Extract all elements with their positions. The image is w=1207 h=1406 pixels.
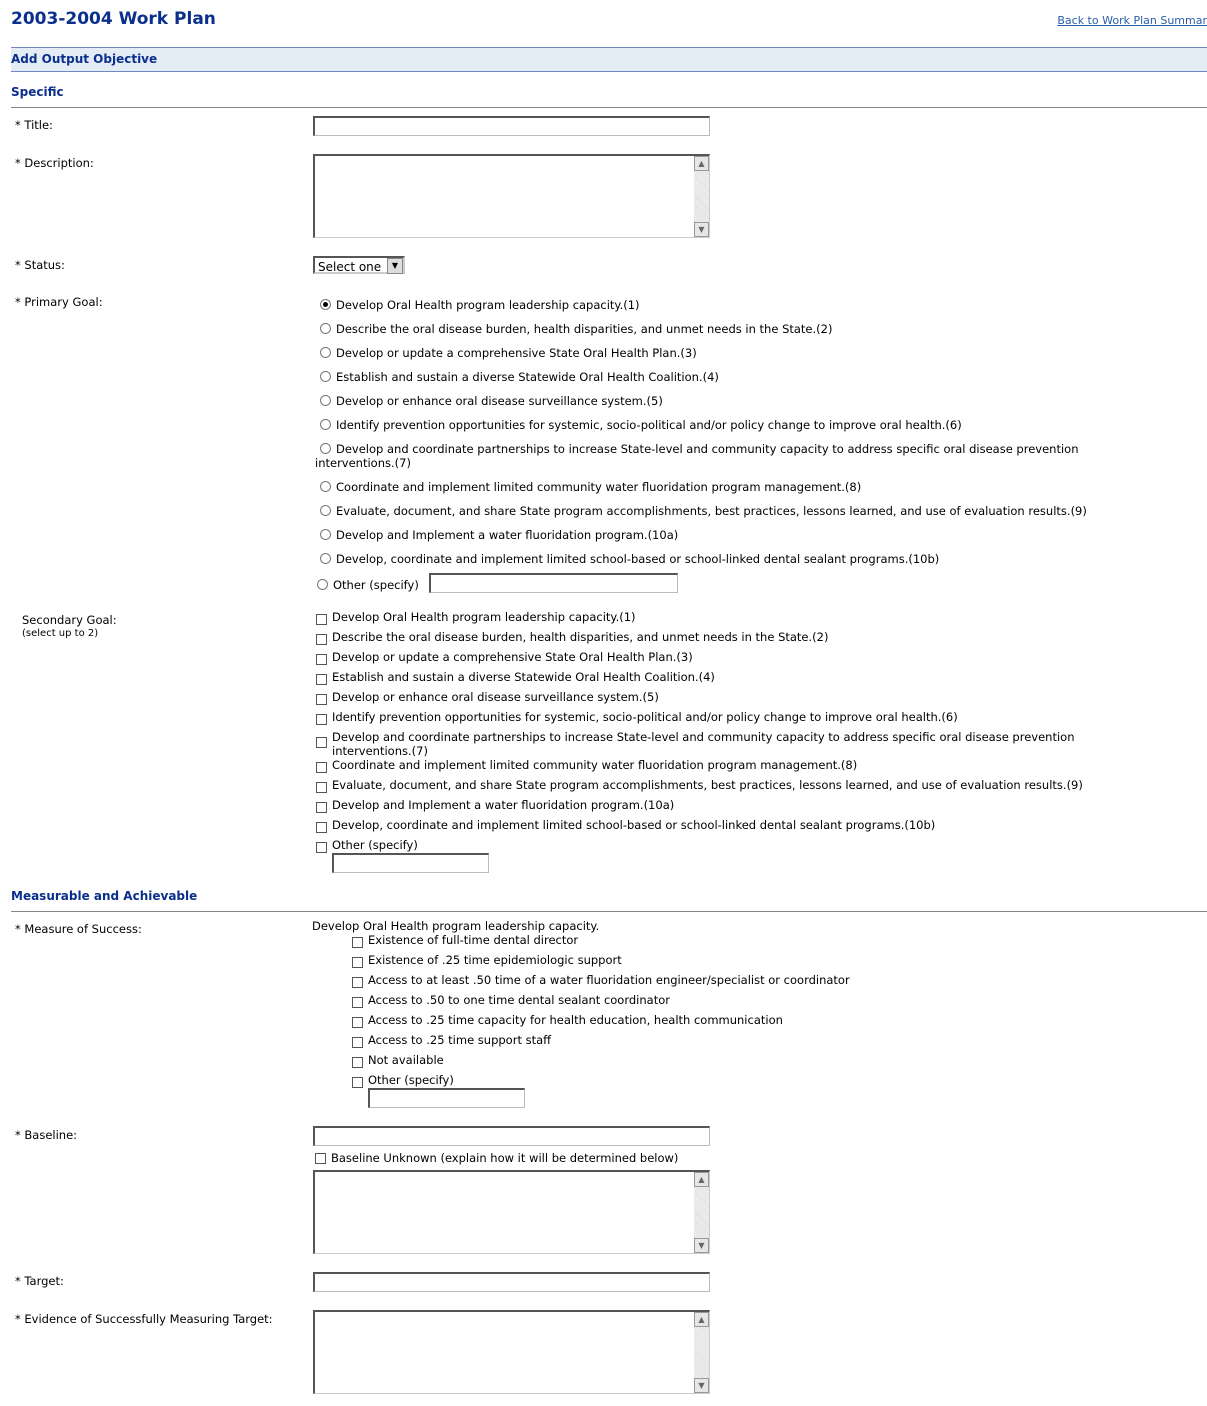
- checkbox[interactable]: [316, 737, 327, 748]
- checkbox[interactable]: [316, 614, 327, 625]
- measure-text: Access to .25 time support staff: [368, 1033, 552, 1047]
- primary-goal-other[interactable]: [317, 578, 419, 592]
- radio-button[interactable]: [320, 347, 331, 358]
- secondary-goal-text: Develop or update a comprehensive State Oral Health Plan.(3): [332, 650, 693, 664]
- chevron-down-icon[interactable]: ▼: [387, 258, 403, 274]
- primary-goal-option[interactable]: [320, 504, 1087, 518]
- secondary-goal-hint: (select up to 2): [22, 628, 99, 639]
- radio-button[interactable]: [320, 529, 331, 540]
- checkbox[interactable]: [352, 1077, 363, 1088]
- secondary-goal-option[interactable]: [316, 798, 674, 812]
- measure-option[interactable]: [352, 1013, 783, 1027]
- primary-goal-text: Develop Oral Health program leadership capacity.(1): [336, 298, 640, 312]
- measure-text: Not available: [368, 1053, 444, 1067]
- scroll-up-icon[interactable]: ▲: [694, 1312, 709, 1327]
- primary-goal-option[interactable]: [320, 322, 832, 336]
- primary-goal-option[interactable]: [320, 370, 719, 384]
- page-title: 2003-2004 Work Plan: [11, 9, 216, 29]
- primary-goal-text: Develop and coordinate partnerships to increase State-level and community capacity to address specific oral disease prevention interventions.(7): [315, 442, 1079, 470]
- secondary-goal-text: Develop and Implement a water fluoridation program.(10a): [332, 798, 675, 812]
- secondary-goal-option[interactable]: [316, 758, 857, 772]
- measure-text: Existence of .25 time epidemiologic support: [368, 953, 622, 967]
- checkbox[interactable]: [316, 762, 327, 773]
- primary-goal-text: Identify prevention opportunities for systemic, socio-political and/or policy change to improve oral health.(6): [336, 418, 962, 432]
- checkbox[interactable]: [352, 997, 363, 1008]
- form-header: Add Output Objective: [11, 47, 1207, 72]
- secondary-goal-text: Establish and sustain a diverse Statewide Oral Health Coalition.(4): [332, 670, 715, 684]
- radio-button[interactable]: [320, 481, 331, 492]
- baseline-input[interactable]: [313, 1126, 710, 1146]
- primary-goal-option[interactable]: [320, 346, 697, 360]
- primary-goal-text: Develop, coordinate and implement limited school-based or school-linked dental sealant programs.(10b): [336, 552, 940, 566]
- secondary-goal-option[interactable]: [316, 630, 828, 644]
- checkbox[interactable]: [316, 634, 327, 645]
- scroll-up-icon[interactable]: ▲: [694, 1172, 709, 1187]
- primary-goal-text: Coordinate and implement limited community water fluoridation program management.(8): [336, 480, 862, 494]
- primary-goal-option[interactable]: [320, 528, 678, 542]
- target-label: * Target:: [15, 1274, 64, 1288]
- baseline-explain-textarea[interactable]: [313, 1170, 710, 1254]
- primary-goal-option[interactable]: [320, 480, 861, 494]
- checkbox[interactable]: [352, 1037, 363, 1048]
- secondary-goal-text: Identify prevention opportunities for systemic, socio-political and/or policy change to improve oral health.(6): [332, 710, 958, 724]
- primary-goal-option[interactable]: [320, 552, 939, 566]
- evidence-textarea[interactable]: [313, 1310, 710, 1394]
- title-label: * Title:: [15, 118, 53, 132]
- measure-option[interactable]: [352, 953, 622, 967]
- section-measurable: Measurable and Achievable: [11, 889, 1207, 912]
- checkbox[interactable]: [316, 842, 327, 853]
- measure-option[interactable]: [352, 1033, 551, 1047]
- primary-goal-option[interactable]: [315, 442, 1155, 470]
- secondary-goal-text: Evaluate, document, and share State program accomplishments, best practices, lessons learned, and use of evaluation results.(9): [332, 778, 1083, 792]
- measure-text: Access to at least .50 time of a water fluoridation engineer/specialist or coordinator: [368, 973, 850, 987]
- scroll-up-icon[interactable]: ▲: [694, 156, 709, 171]
- target-input[interactable]: [313, 1272, 710, 1292]
- secondary-goal-option[interactable]: [316, 610, 636, 624]
- radio-button[interactable]: [320, 553, 331, 564]
- checkbox[interactable]: [352, 1057, 363, 1068]
- measure-text: Existence of full-time dental director: [368, 933, 579, 947]
- secondary-goal-option[interactable]: [316, 818, 935, 832]
- scroll-down-icon[interactable]: ▼: [694, 222, 709, 237]
- radio-button[interactable]: [320, 299, 331, 310]
- scroll-down-icon[interactable]: ▼: [694, 1238, 709, 1253]
- primary-goal-option[interactable]: [320, 418, 962, 432]
- secondary-goal-text: Develop Oral Health program leadership capacity.(1): [332, 610, 636, 624]
- measure-text: Other (specify): [368, 1073, 454, 1087]
- secondary-goal-text: Develop and coordinate partnerships to increase State-level and community capacity to address specific oral disease prevention interventions.(7): [332, 730, 1075, 758]
- secondary-goal-option[interactable]: [316, 778, 1083, 792]
- measure-label: * Measure of Success:: [15, 922, 142, 936]
- secondary-other-input[interactable]: [332, 853, 489, 873]
- primary-goal-text: Develop or enhance oral disease surveillance system.(5): [336, 394, 663, 408]
- secondary-goal-option[interactable]: [316, 710, 958, 724]
- status-select[interactable]: [313, 256, 405, 274]
- secondary-goal-option[interactable]: [316, 690, 659, 704]
- measure-option[interactable]: [352, 1053, 444, 1067]
- radio-button[interactable]: [320, 419, 331, 430]
- checkbox[interactable]: [316, 714, 327, 725]
- radio-button[interactable]: [317, 579, 328, 590]
- measure-option[interactable]: [352, 1073, 454, 1087]
- baseline-label: * Baseline:: [15, 1128, 78, 1142]
- measure-text: Access to .50 to one time dental sealant coordinator: [368, 993, 670, 1007]
- radio-button[interactable]: [320, 395, 331, 406]
- primary-goal-option[interactable]: [320, 394, 663, 408]
- measure-option[interactable]: [352, 973, 850, 987]
- status-label: * Status:: [15, 258, 65, 272]
- other-label: Other (specify): [332, 838, 418, 852]
- measure-option[interactable]: [352, 933, 578, 947]
- primary-goal-text: Describe the oral disease burden, health disparities, and unmet needs in the State.(2): [336, 322, 833, 336]
- checkbox[interactable]: [316, 674, 327, 685]
- description-label: * Description:: [15, 156, 94, 170]
- secondary-goal-text: Describe the oral disease burden, health disparities, and unmet needs in the State.(2): [332, 630, 829, 644]
- checkbox[interactable]: [316, 654, 327, 665]
- evidence-label: * Evidence of Successfully Measuring Target:: [15, 1312, 273, 1326]
- radio-button[interactable]: [320, 371, 331, 382]
- secondary-goal-other[interactable]: [316, 838, 418, 852]
- back-to-summary-link[interactable]: Back to Work Plan Summar: [1057, 14, 1207, 27]
- primary-goal-option[interactable]: [320, 298, 640, 312]
- primary-goal-text: Develop or update a comprehensive State Oral Health Plan.(3): [336, 346, 697, 360]
- primary-goal-text: Develop and Implement a water fluoridation program.(10a): [336, 528, 679, 542]
- checkbox[interactable]: [352, 937, 363, 948]
- primary-goal-text: Establish and sustain a diverse Statewide Oral Health Coalition.(4): [336, 370, 719, 384]
- measure-other-input[interactable]: [368, 1088, 525, 1108]
- primary-goal-label: * Primary Goal:: [15, 295, 103, 309]
- primary-goal-text: Evaluate, document, and share State program accomplishments, best practices, lessons learned, and use of evaluation results.(9): [336, 504, 1087, 518]
- checkbox[interactable]: [316, 694, 327, 705]
- title-input[interactable]: [313, 116, 710, 136]
- checkbox[interactable]: [352, 1017, 363, 1028]
- checkbox[interactable]: [352, 957, 363, 968]
- secondary-goal-label: Secondary Goal:: [22, 613, 117, 627]
- secondary-goal-text: Develop or enhance oral disease surveillance system.(5): [332, 690, 659, 704]
- measure-text: Access to .25 time capacity for health education, health communication: [368, 1013, 783, 1027]
- scroll-down-icon[interactable]: ▼: [694, 1378, 709, 1393]
- description-textarea[interactable]: [313, 154, 710, 238]
- radio-button[interactable]: [320, 443, 331, 454]
- baseline-unknown-label: Baseline Unknown (explain how it will be determined below): [331, 1151, 679, 1165]
- primary-other-input[interactable]: [429, 573, 678, 593]
- checkbox[interactable]: [316, 782, 327, 793]
- status-value: Select one: [318, 260, 382, 274]
- radio-button[interactable]: [320, 505, 331, 516]
- checkbox[interactable]: [316, 802, 327, 813]
- checkbox[interactable]: [316, 822, 327, 833]
- other-label: Other (specify): [333, 578, 419, 592]
- secondary-goal-text: Develop, coordinate and implement limited school-based or school-linked dental sealant programs.(10b): [332, 818, 936, 832]
- radio-button[interactable]: [320, 323, 331, 334]
- baseline-unknown-checkbox[interactable]: [315, 1151, 678, 1165]
- measure-option[interactable]: [352, 993, 670, 1007]
- measure-heading: Develop Oral Health program leadership capacity.: [312, 919, 600, 933]
- secondary-goal-option[interactable]: [316, 650, 693, 664]
- secondary-goal-option[interactable]: [316, 730, 1146, 758]
- checkbox[interactable]: [352, 977, 363, 988]
- secondary-goal-option[interactable]: [316, 670, 715, 684]
- section-specific: Specific: [11, 85, 1207, 108]
- secondary-goal-text: Coordinate and implement limited community water fluoridation program management.(8): [332, 758, 858, 772]
